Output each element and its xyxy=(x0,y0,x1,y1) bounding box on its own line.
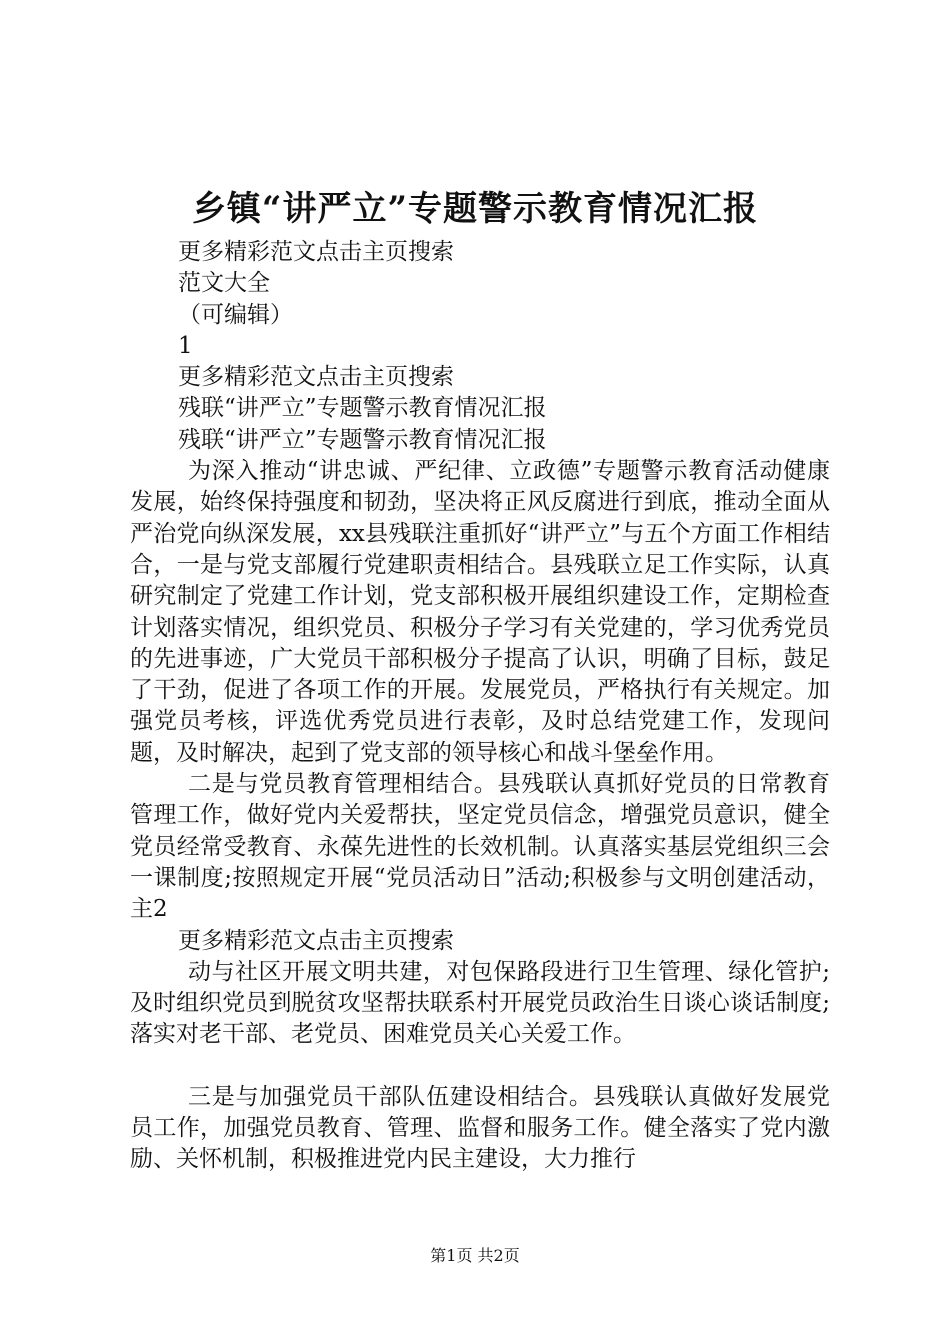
header-line: 范文大全 xyxy=(178,270,270,297)
document-body xyxy=(130,237,830,1176)
body-paragraph: 为深入推动“讲忠诚、严纪律、立政德”专题警示教育活动健康发展，始终保持强度和韧劲，坚决将正风反腐进行到底，推动全面从严治党向纵深发展，xx县残联注重抓好“讲严立”与五个方面工作相结合，一是与党支部履行党建职责相结合。县残联立足工作实际，认真研究制定了党建工作计划，党支部积极开展组织建设工作，定期检查计划落实情况，组织党员、积极分子学习有关党建的，学习优秀党员的先进事迹，广大党员干部积极分子提高了认识，明确了目标，鼓足了干劲，促进了各项工作的开展。发展党员，严格执行有关规定。加强党员考核，评选优秀党员进行表彰，及时总结党建工作，发现问题，及时解决，起到了党支部的领导核心和战斗堡垒作用。 xyxy=(130,458,830,766)
document-title: 乡镇“讲严立”专题警示教育情况汇报 xyxy=(191,189,759,229)
header-line: 更多精彩范文点击主页搜索 xyxy=(178,927,454,954)
body-paragraph: 二是与党员教育管理相结合。县残联认真抓好党员的日常教育管理工作，做好党内关爱帮扶，坚定党员信念，增强党员意识，健全党员经常受教育、永葆先进性的长效机制。认真落实基层党组织三会一课制度;按照规定开展“党员活动日”活动;积极参与文明创建活动，主2 xyxy=(130,771,830,923)
body-paragraph: 动与社区开展文明共建，对包保路段进行卫生管理、绿化管护;及时组织党员到脱贫攻坚帮扶联系村开展党员政治生日谈心谈话制度;落实对老干部、老党员、困难党员关心关爱工作。 xyxy=(130,958,830,1048)
subtitle-line: 残联“讲严立”专题警示教育情况汇报 xyxy=(178,395,547,422)
page-footer: 第1页 共2页 xyxy=(430,1246,520,1265)
header-line: （可编辑） xyxy=(178,301,293,328)
header-line: 更多精彩范文点击主页搜索 xyxy=(178,364,454,391)
header-line: 更多精彩范文点击主页搜索 xyxy=(178,239,454,265)
paragraph-gap xyxy=(130,1051,830,1082)
subtitle-line: 残联“讲严立”专题警示教育情况汇报 xyxy=(178,426,547,453)
body-paragraph: 三是与加强党员干部队伍建设相结合。县残联认真做好发展党员工作，加强党员教育、管理、监督和服务工作。健全落实了党内激励、关怀机制，积极推进党内民主建设，大力推行 xyxy=(130,1083,830,1173)
page-number-line: 1 xyxy=(178,332,193,359)
